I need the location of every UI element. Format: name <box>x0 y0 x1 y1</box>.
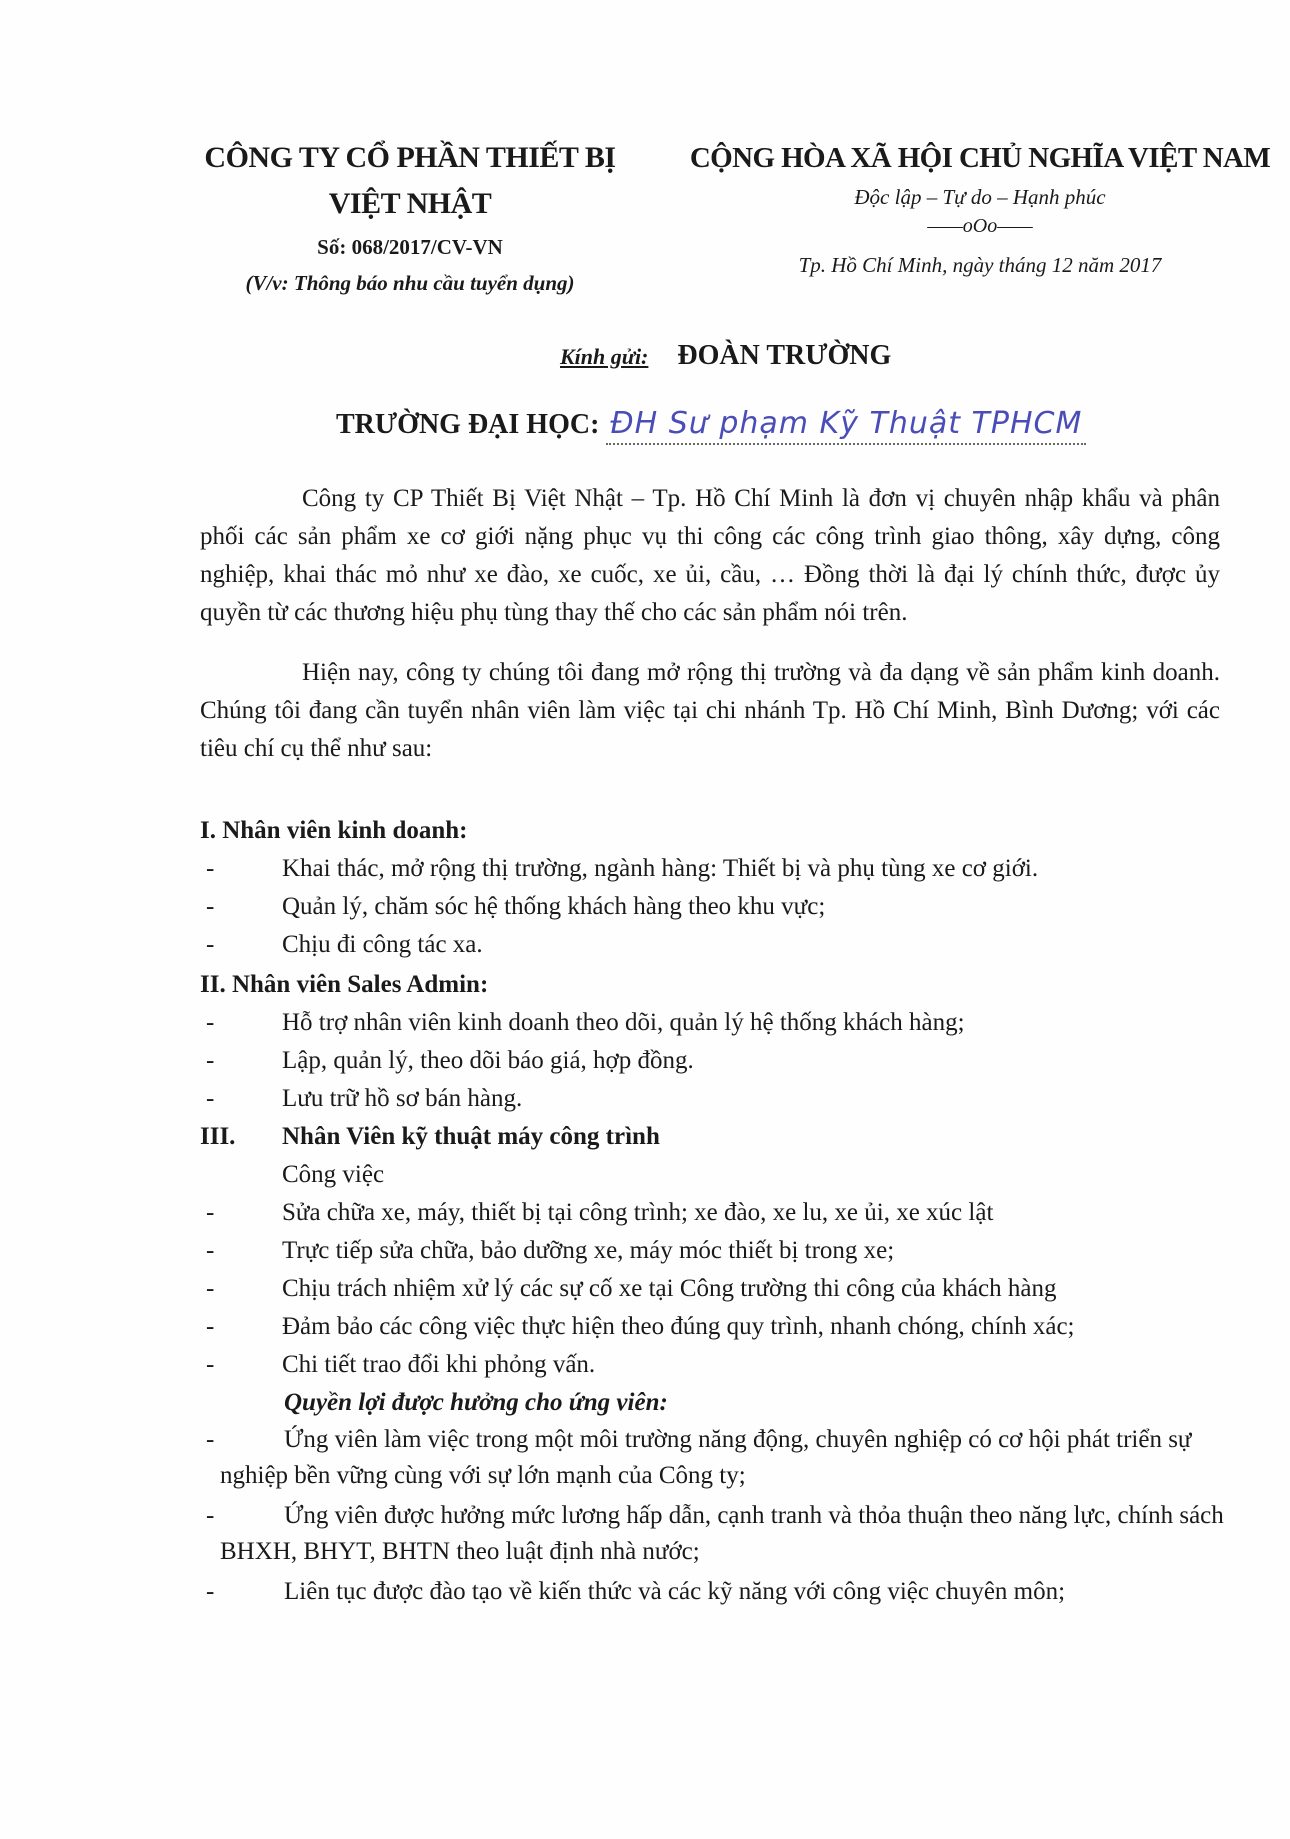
list-item: - Quản lý, chăm sóc hệ thống khách hàng theo khu vực; <box>206 893 826 920</box>
section-technician <box>200 1118 1240 1614</box>
company-header <box>150 135 670 301</box>
national-header <box>680 135 1280 285</box>
benefit-item: - Ứng viên được hưởng mức lương hấp dẫn, cạnh tranh và thỏa thuận theo năng lực, chính sách BHXH, BHYT, BHTN theo luật định nhà nước; <box>206 1502 1224 1565</box>
recipient-label: Kính gửi: <box>560 344 649 369</box>
list-item: - Trực tiếp sửa chữa, bảo dưỡng xe, máy móc thiết bị trong xe; <box>206 1237 895 1264</box>
paragraph-intro: Công ty CP Thiết Bị Việt Nhật – Tp. Hồ Chí Minh là đơn vị chuyên nhập khẩu và phân phối các sản phẩm xe cơ giới nặng phục vụ thi công các công trình giao thông, xây dựng, công nghiệp, khai thác mỏ như xe đào, xe cuốc, xe ủi, cầu, … Đồng thời là đại lý chính thức, được ủy quyền từ các thương hiệu phụ tùng thay thế cho các sản phẩm nói trên. <box>200 485 1220 626</box>
handwritten-school-name: ĐH Sư phạm Kỹ Thuật TPHCM <box>606 406 1086 445</box>
section-sales <box>200 812 1240 964</box>
section-sales-admin <box>200 966 1240 1118</box>
recipient-value: ĐOÀN TRƯỜNG <box>677 340 892 371</box>
place-date: Tp. Hồ Chí Minh, ngày tháng 12 năm 2017 <box>798 253 1162 277</box>
benefits-title: Quyền lợi được hưởng cho ứng viên: <box>284 1389 668 1416</box>
list-item: - Chi tiết trao đổi khi phỏng vấn. <box>206 1351 596 1378</box>
school-line <box>336 406 1086 441</box>
list-item: - Hỗ trợ nhân viên kinh doanh theo dõi, quản lý hệ thống khách hàng; <box>206 1009 965 1036</box>
republic-title: CỘNG HÒA XÃ HỘI CHỦ NGHĨA VIỆT NAM <box>689 142 1271 174</box>
national-motto: Độc lập – Tự do – Hạnh phúc <box>854 185 1106 209</box>
section-subtitle: Công việc <box>282 1161 385 1188</box>
section-title: II. Nhân viên Sales Admin: <box>200 971 489 998</box>
company-name-line2: VIỆT NHẬT <box>328 187 492 220</box>
list-item: - Sửa chữa xe, máy, thiết bị tại công trình; xe đào, xe lu, xe ủi, xe xúc lật <box>206 1199 994 1226</box>
benefit-item: - Ứng viên làm việc trong một môi trường năng động, chuyên nghiệp có cơ hội phát triển sự nghiệp bền vững cùng với sự lớn mạnh của Công ty; <box>206 1426 1192 1489</box>
list-item: - Lưu trữ hồ sơ bán hàng. <box>206 1085 523 1112</box>
document-subject: (V/v: Thông báo nhu cầu tuyển dụng) <box>245 271 575 295</box>
paragraph-recruitment: Hiện nay, công ty chúng tôi đang mở rộng thị trường và đa dạng về sản phẩm kinh doanh. Chúng tôi đang cần tuyển nhân viên làm việc tại chi nhánh Tp. Hồ Chí Minh, Bình Dương; với các tiêu chí cụ thể như sau: <box>200 659 1220 762</box>
ornament-divider: ——oOo—— <box>927 215 1033 237</box>
list-item: - Lập, quản lý, theo dõi báo giá, hợp đồng. <box>206 1047 694 1074</box>
section-title: III. Nhân Viên kỹ thuật máy công trình <box>200 1123 660 1150</box>
intro-body <box>200 480 1220 790</box>
list-item: - Chịu đi công tác xa. <box>206 931 483 958</box>
list-item: - Chịu trách nhiệm xử lý các sự cố xe tại Công trường thi công của khách hàng <box>206 1275 1057 1302</box>
list-item: - Khai thác, mở rộng thị trường, ngành hàng: Thiết bị và phụ tùng xe cơ giới. <box>206 855 1039 882</box>
school-label: TRƯỜNG ĐẠI HỌC: <box>336 409 600 440</box>
benefit-item: - Liên tục được đào tạo về kiến thức và các kỹ năng với công việc chuyên môn; <box>206 1578 1066 1605</box>
document-number: Số: 068/2017/CV-VN <box>317 235 503 259</box>
company-name-line1: CÔNG TY CỔ PHẦN THIẾT BỊ <box>204 141 616 174</box>
list-item: - Đảm bảo các công việc thực hiện theo đúng quy trình, nhanh chóng, chính xác; <box>206 1313 1075 1340</box>
section-title: I. Nhân viên kinh doanh: <box>200 817 468 844</box>
recipient-line <box>560 340 891 372</box>
